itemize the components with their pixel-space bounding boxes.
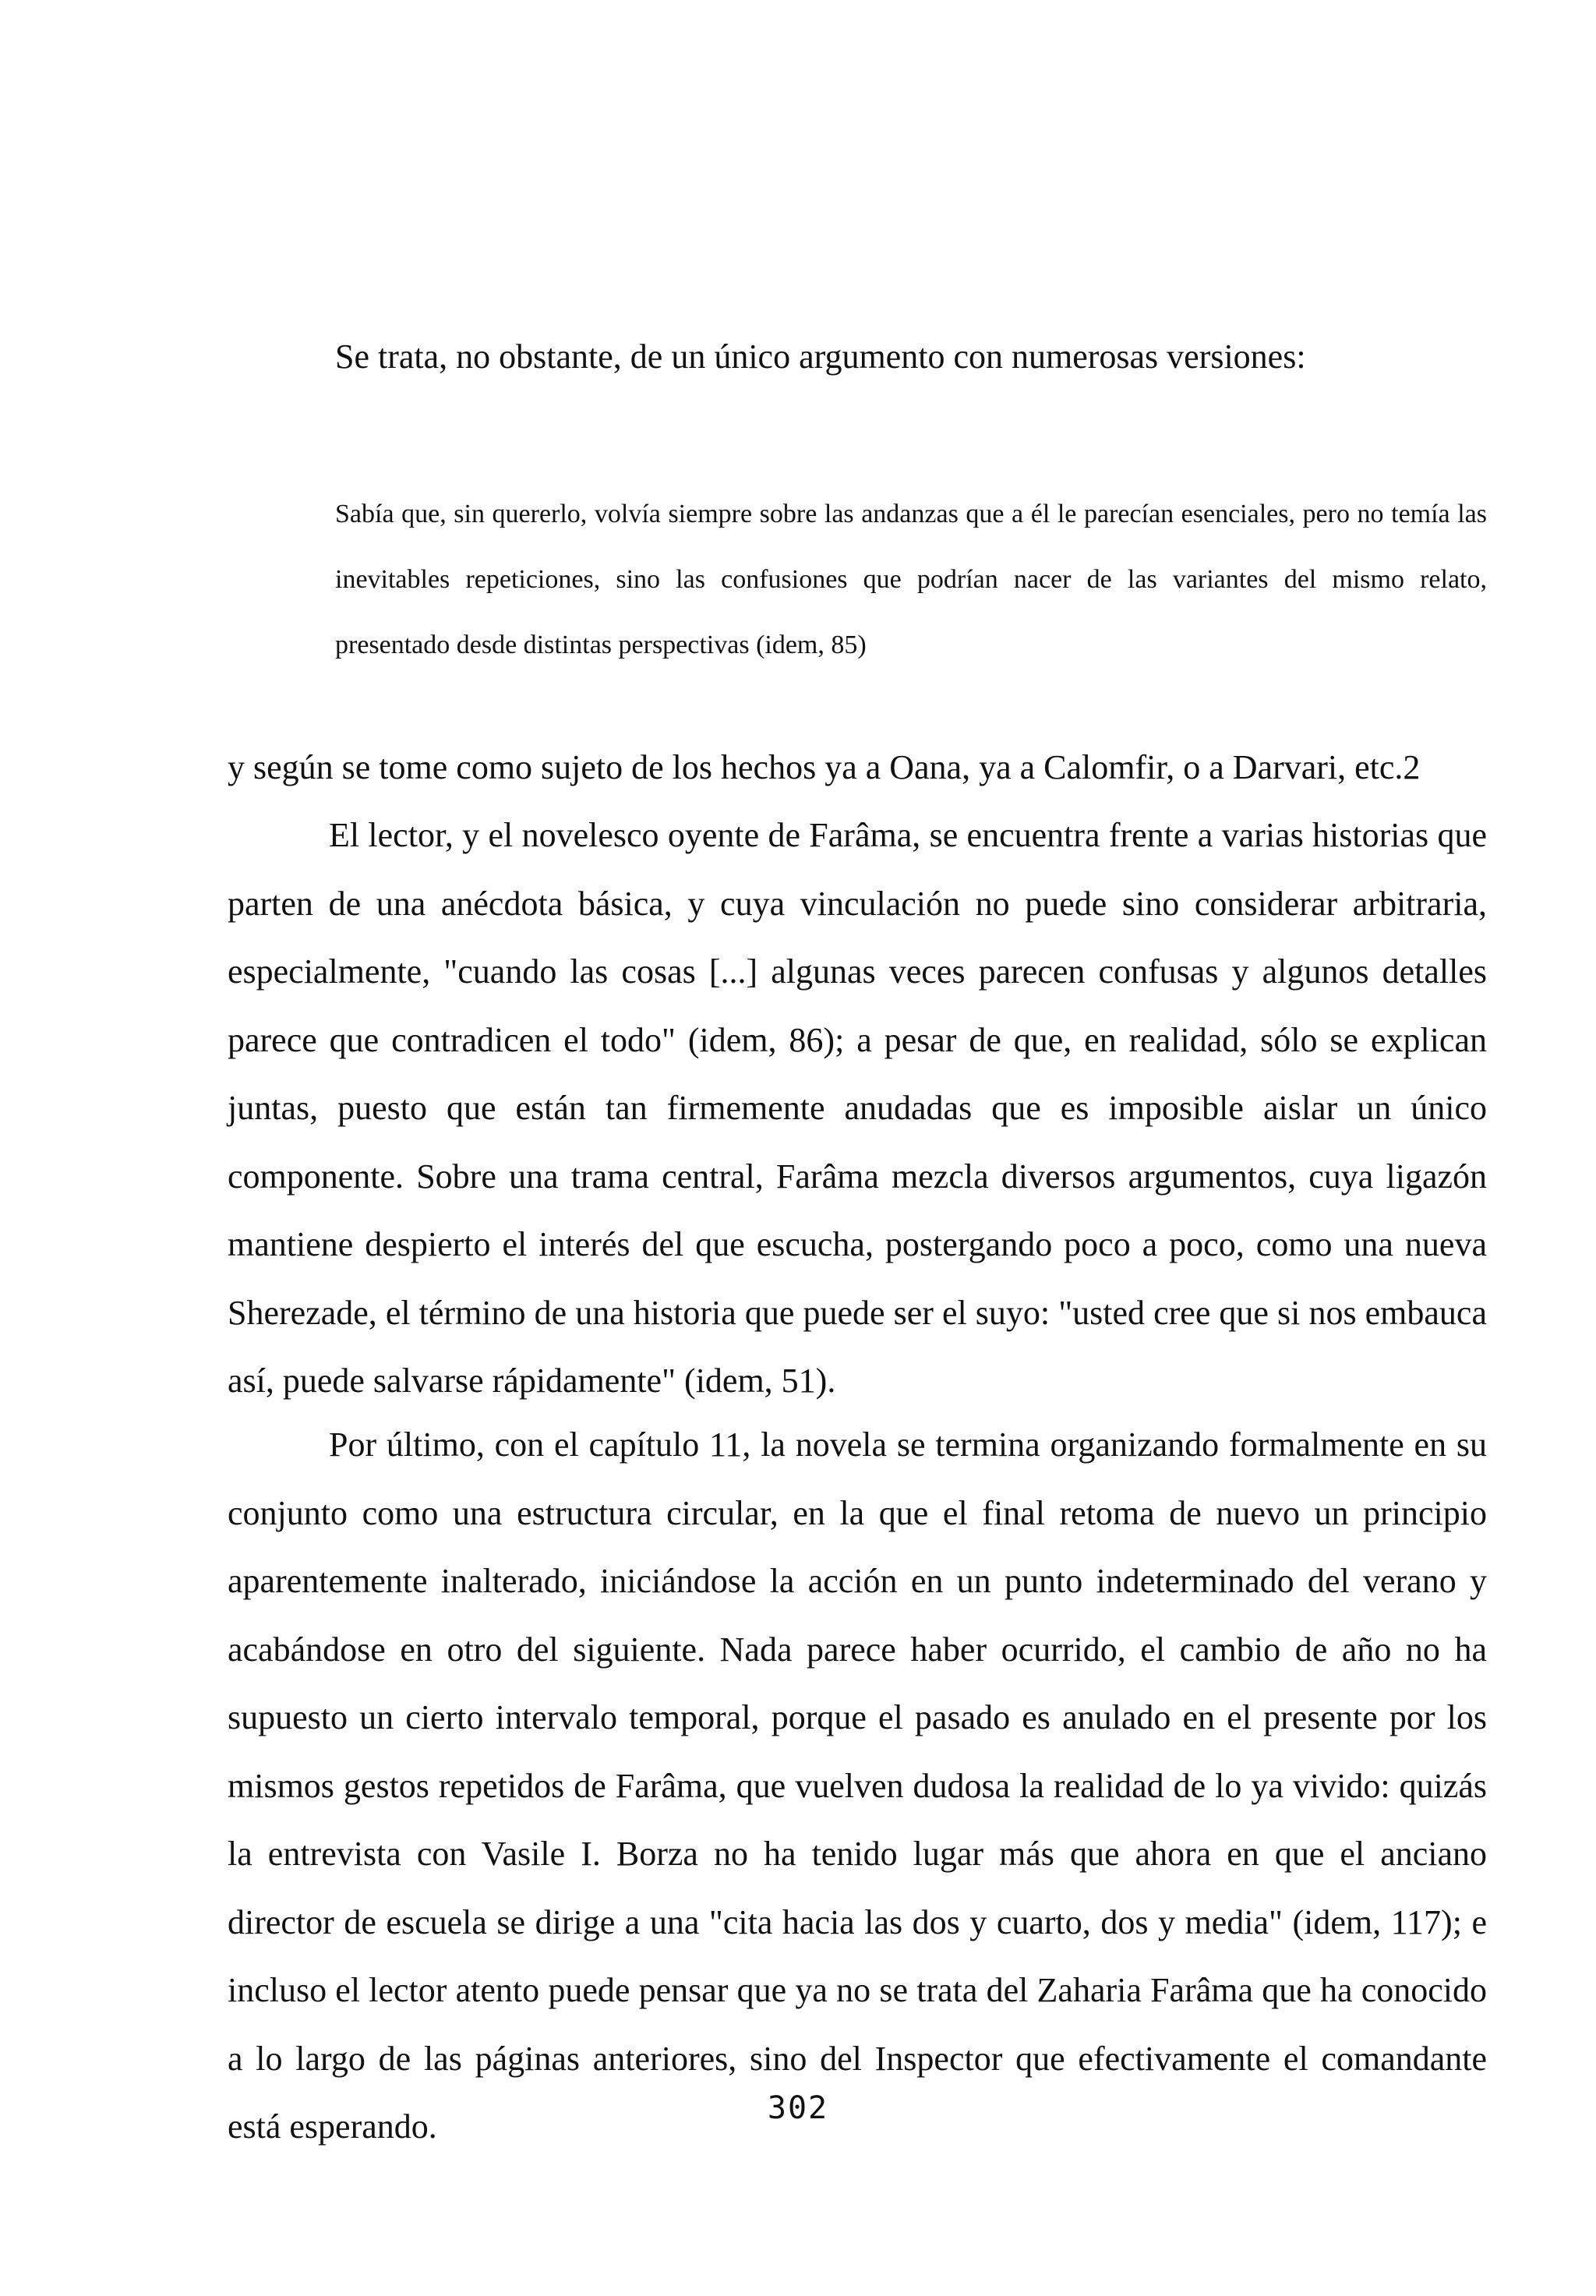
block-quote: Sabía que, sin quererlo, volvía siempre sobre las andanzas que a él le parecían esenciales, pero no temía las inevitables repeticiones, sino las confusiones que podrían nacer de las variantes del mismo relato, presentado desde distintas perspectivas (idem, 85) — [335, 500, 1487, 659]
intro-line: Se trata, no obstante, de un único argumento con numerosas versiones: — [335, 337, 1306, 376]
body-paragraph-2: Por último, con el capítulo 11, la novela se termina organizando formalmente en su conjunto como una estructura circular, en la que el final retoma de nuevo un principio aparentemente inalterado, iniciándose la acción en un punto indeterminado del verano y acabándose en otro del siguiente. Nada parece haber ocurrido, el cambio de año no ha supuesto un cierto intervalo temporal, porque el pasado es anulado en el presente por los mismos gestos repetidos de Farâma, que vuelven dudosa la realidad de lo ya vivido: quizás la entrevista con Vasile I. Borza no ha tenido lugar más que ahora en que el anciano director de escuela se dirige a una "cita hacia las dos y cuarto, dos y media" (idem, 117); e incluso el lector atento puede pensar que ya no se trata del Zaharia Farâma que ha conocido a lo largo de las páginas anteriores, sino del Inspector que efectivamente el comandante está esperando. — [228, 1425, 1487, 2146]
body-paragraph-1: El lector, y el novelesco oyente de Farâma, se encuentra frente a varias historias que parten de una anécdota básica, y cuya vinculación no puede sino considerar arbitraria, especialmente, "cuando las cosas [...] algunas veces parecen confusas y algunos detalles parece que contradicen el todo" (idem, 86); a pesar de que, en realidad, sólo se explican juntas, puesto que están tan firmemente anudadas que es imposible aislar un único componente. Sobre una trama central, Farâma mezcla diversos argumentos, cuya ligazón mantiene despierto el interés del que escucha, postergando poco a poco, como una nueva Sherezade, el término de una historia que puede ser el suyo: "usted cree que si nos embauca así, puede salvarse rápidamente" (idem, 51). — [228, 816, 1487, 1400]
page-number: 302 — [767, 2090, 829, 2126]
continuation-line: y según se tome como sujeto de los hechos ya a Oana, ya a Calomfir, o a Darvari, etc.2 — [228, 748, 1421, 786]
